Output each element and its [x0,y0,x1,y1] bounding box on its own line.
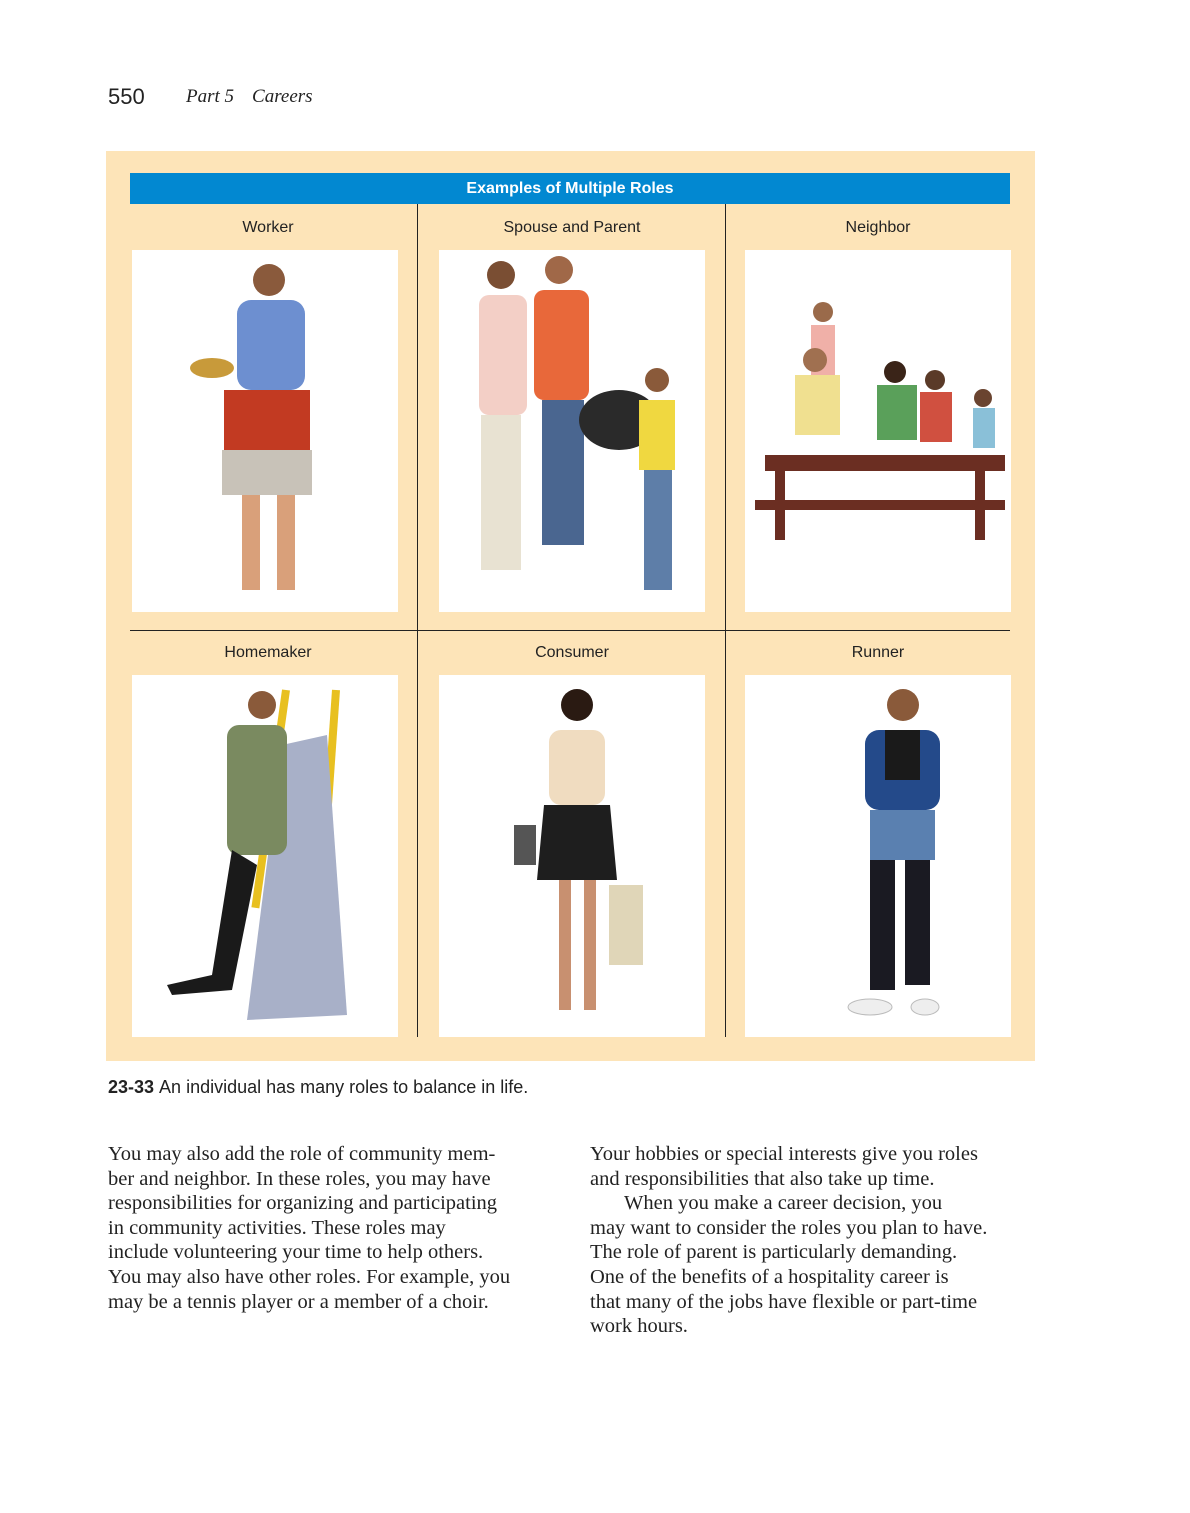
body-column-left [108,1142,558,1314]
text-line: When you make a career decision, you [624,1192,943,1215]
photo-runner [745,675,1011,1037]
role-label-worker: Worker [242,219,294,236]
column-divider [725,204,726,1037]
row-divider [130,630,1010,631]
part-label: Part 5 [186,86,235,107]
figure-title: Examples of Multiple Roles [130,173,1010,204]
text-line: Your hobbies or special interests give you roles [590,1143,978,1165]
figure-caption [108,1077,528,1098]
text-line: may be a tennis player or a member of a choir. [108,1290,489,1313]
role-label-consumer: Consumer [535,644,609,661]
text-line: responsibilities for organizing and participating [108,1192,498,1215]
role-label-homemaker: Homemaker [224,644,312,661]
text-line: and responsibilities that also take up time. [590,1167,935,1190]
text-line: The role of parent is particularly demanding. [590,1241,958,1264]
text-line: may want to consider the roles you plan to have. [590,1216,988,1239]
role-label-spouse-parent: Spouse and Parent [503,219,641,236]
text-line: ber and neighbor. In these roles, you may have [108,1167,491,1190]
photo-spouse-parent [439,250,705,612]
column-divider [417,204,418,1037]
text-line: work hours. [590,1315,688,1338]
text-line: in community activities. These roles may [108,1216,446,1239]
text-line: include volunteering your time to help others. [108,1241,484,1264]
photo-consumer [439,675,705,1037]
photo-worker [132,250,398,612]
caption-text: An individual has many roles to balance in life. [159,1077,529,1097]
role-label-neighbor: Neighbor [845,219,911,236]
text-line: that many of the jobs have flexible or part-time [590,1290,978,1313]
figure-multiple-roles [106,151,1035,1061]
role-label-runner: Runner [851,644,905,661]
running-header [186,86,331,108]
chapter-label: Careers [252,86,313,107]
text-line: You may also add the role of community mem- [108,1143,496,1165]
photo-homemaker [132,675,398,1037]
text-line: One of the benefits of a hospitality career is [590,1265,949,1288]
figure-number: 23-33 [108,1077,155,1097]
body-column-right [590,1142,1040,1339]
photo-neighbor [745,250,1011,612]
page-number: 550 [108,84,145,109]
text-line: You may also have other roles. For example, you [108,1265,511,1288]
